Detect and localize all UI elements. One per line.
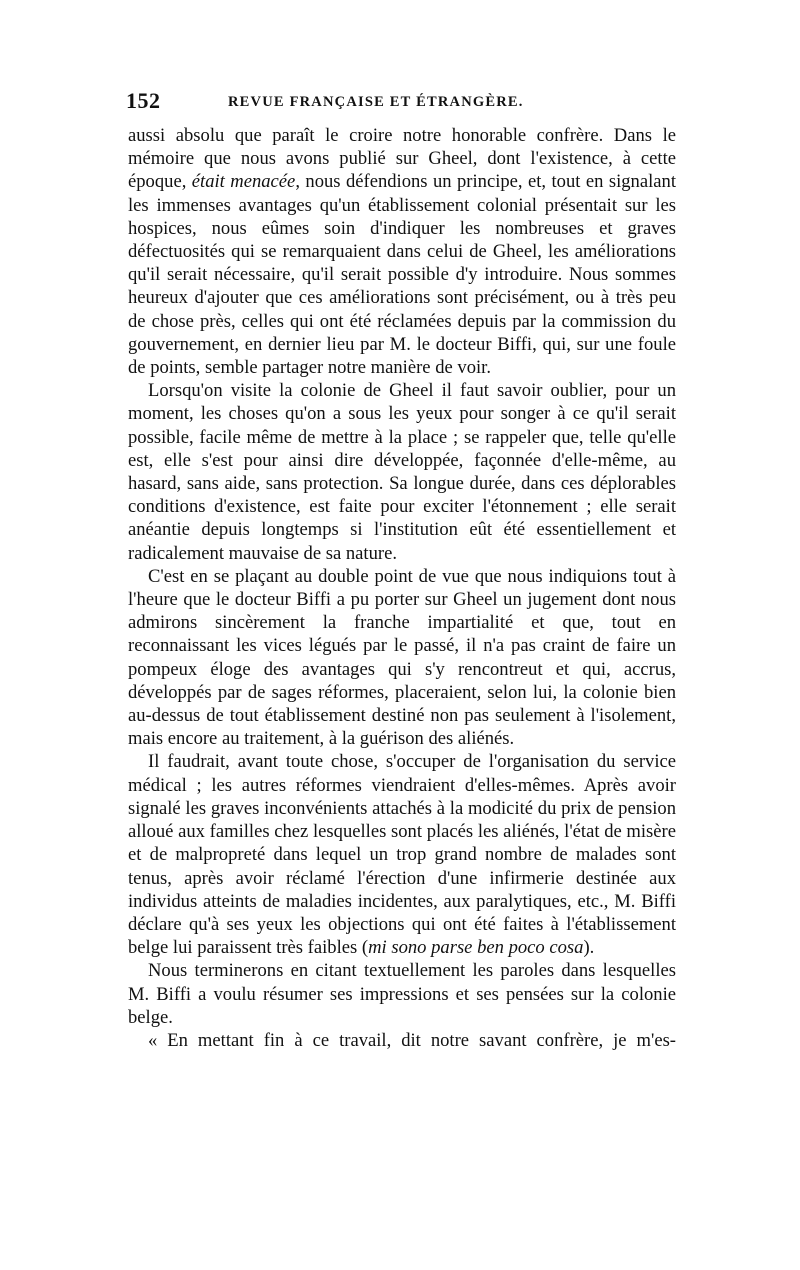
paragraph-6: « En mettant fin à ce travail, dit notre savant confrère, je m'es- [148,1029,676,1051]
paragraph-4-italic: mi sono parse ben poco cosa [368,937,584,959]
paragraph-3: C'est en se plaçant au double point de vue que nous indiquions tout à l'heure que le docteur Biffi a pu porter sur Gheel un jugement dont nous admirons sincèrement la franche impartialité et que, tout en reconnaissant les vices légués par le passé, il n'a pas craint de faire un pompeux éloge des avantages qui s'y rencontreut et qui, accrus, développés par de sages réformes, placeraient, selon lui, la colonie bien au-dessus de tout établissement destiné non pas seulement à l'isolement, mais encore au traitement, à la guérison des aliénés. [128,565,676,750]
paragraph-1-italic: était menacée [191,171,296,193]
paragraph-1-text: aussi absolu que paraît le croire notre honorable confrère. Dans le mémoire que nous avons publié sur Gheel, dont l'existence, à cette époque, [128,125,676,193]
paragraph-1-text-rest: , nous défendions un principe, et, tout en signalant les immenses avantages qu'un établissement colonial présentait sur les hospices, nous eûmes soin d'indiquer les nombreuses et graves défectuosités qui se remarquaient dans celui de Gheel, les améliorations qu'il serait nécessaire, qu'il serait possible d'y introduire. Nous sommes heureux d'ajouter que ces améliorations sont précisément, ou à très peu de chose près, celles qui ont été réclamées depuis par la commission du gouvernement, en dernier lieu par M. le docteur Biffi, qui, sur une foule de points, semble partager notre manière de voir. [128,171,676,379]
paragraph-4 [128,750,676,959]
page-number: 152 [126,88,161,113]
page [128,88,676,1052]
paragraph-2: Lorsqu'on visite la colonie de Gheel il faut savoir oublier, pour un moment, les choses qu'on a sous les yeux pour songer à ce qu'il serait possible, facile même de mettre à la place ; se rappeler que, telle qu'elle est, elle s'est pour ainsi dire développée, façonnée d'elle-même, au hasard, sans aide, sans protection. Sa longue durée, dans ces déplorables conditions d'existence, est faite pour exciter l'étonnement ; elle serait anéantie depuis longtemps si l'institution eût été essentiellement et radicalement mauvaise de sa nature. [128,380,676,564]
body-text [128,124,676,1052]
journal-title: REVUE FRANÇAISE ET ÉTRANGÈRE. [228,94,524,110]
paragraph-4-text-rest: ). [583,937,595,959]
paragraph-1 [128,124,676,379]
paragraph-4-text: Il faudrait, avant toute chose, s'occuper de l'organisation du service médical ; les autres réformes viendraient d'elles-mêmes. Après avoir signalé les graves inconvénients attachés à la modicité du prix de pension alloué aux familles chez lesquelles sont placés les aliénés, l'état de misère et de malpropreté dans lequel un trop grand nombre de malades sont tenus, après avoir réclamé l'érection d'une infirmerie destinée aux individus atteints de maladies incidentes, aux paralytiques, etc., M. Biffi déclare qu'à ses yeux les objections qui ont été faites à l'établissement belge lui paraissent très faibles ( [128,751,676,959]
running-head [128,88,676,120]
paragraph-5: Nous terminerons en citant textuellement les paroles dans lesquelles M. Biffi a voulu résumer ses impressions et ses pensées sur la colonie belge. [128,960,676,1028]
